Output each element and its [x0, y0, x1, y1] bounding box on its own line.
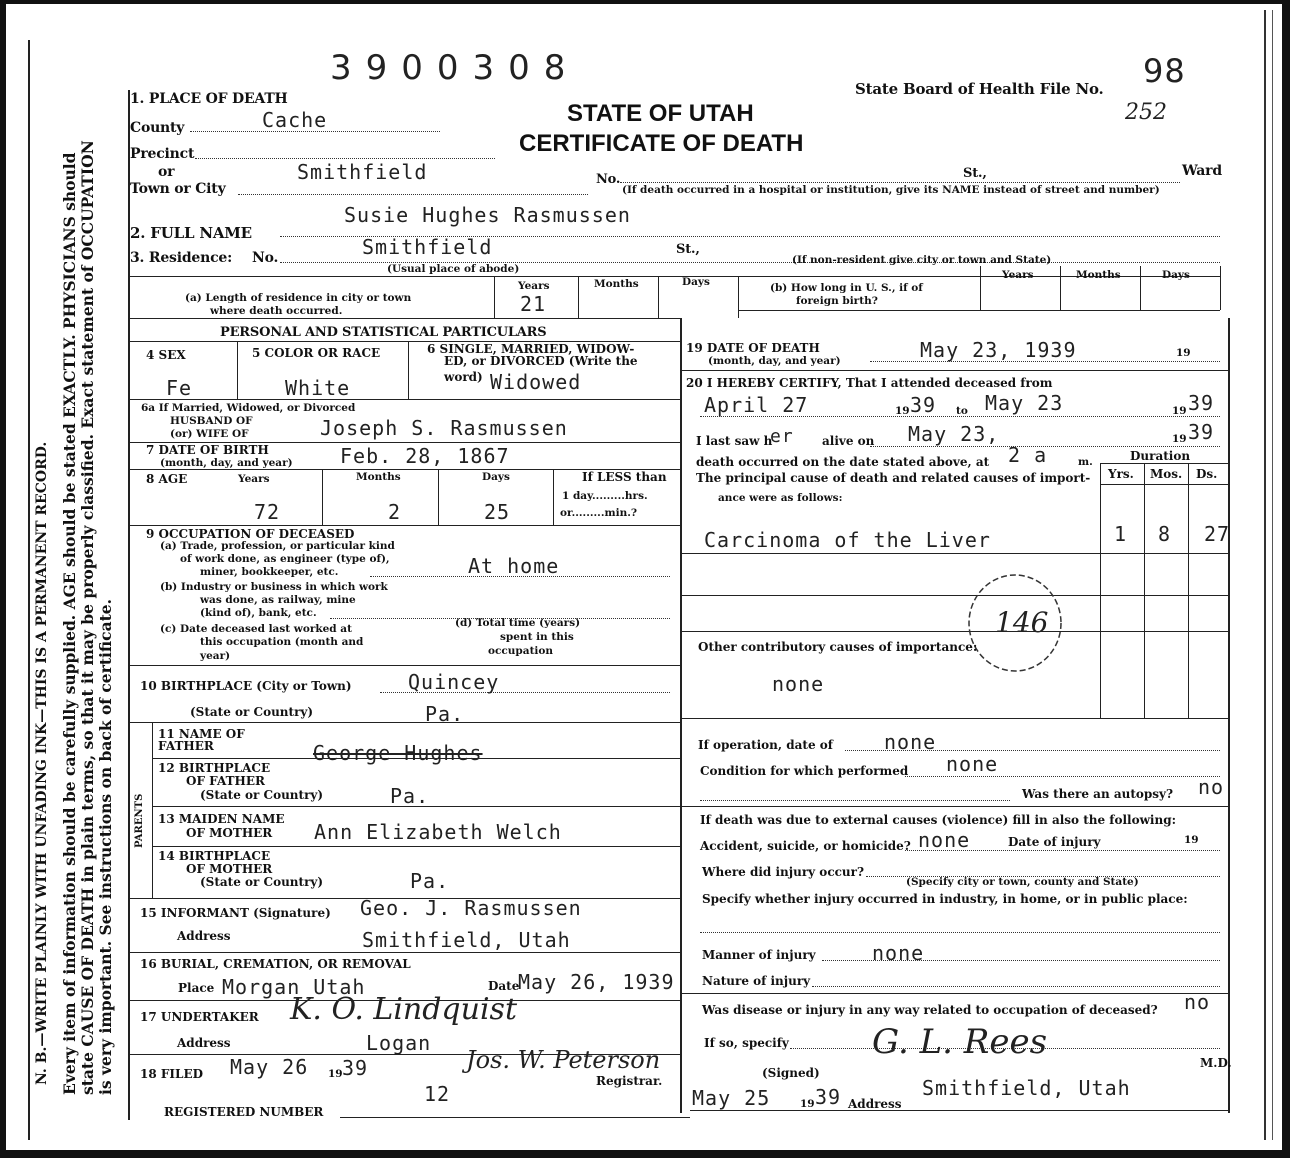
attend-from-year: 39 [910, 393, 937, 417]
mother-bp-label-2: OF MOTHER [186, 862, 273, 876]
sex-value: Fe [166, 376, 193, 400]
age-col-1 [322, 469, 323, 525]
town-line [238, 194, 588, 195]
occupation-value: At home [468, 554, 560, 578]
occ-d-3: occupation [488, 645, 554, 657]
parents-label: PARENTS [134, 793, 145, 848]
race-col [408, 341, 409, 399]
birth-state-value: Pa. [425, 702, 465, 726]
condition-line [905, 776, 1220, 777]
accident-line [905, 850, 1220, 851]
rule-sex [128, 399, 680, 400]
informant-value: Geo. J. Rasmussen [360, 896, 582, 920]
full-name-value: Susie Hughes Rasmussen [344, 203, 631, 227]
rule-foreign [738, 310, 1220, 311]
length-label-1: (a) Length of residence in city or town [185, 292, 412, 304]
operation-line [845, 750, 1220, 751]
rule-cause-1 [680, 553, 1228, 554]
father-value: George Hughes [313, 741, 483, 765]
birth-state-label: (State or Country) [190, 705, 314, 719]
abode-note: (Usual place of abode) [387, 263, 520, 275]
accident-value: none [918, 828, 971, 852]
file-no-label: State Board of Health File No. [855, 80, 1104, 98]
md-label: M.D. [1200, 1056, 1232, 1070]
dod-label-2: (month, day, and year) [708, 355, 841, 367]
age-years-label: Years [238, 473, 270, 485]
autopsy-value: no [1198, 775, 1225, 799]
county-label: County [130, 120, 185, 136]
father-bp-label-3: (State or Country) [200, 788, 324, 802]
town-label: Town or City [130, 181, 226, 197]
days-label: Days [682, 276, 710, 288]
burial-date-label: Date [488, 979, 520, 993]
marital-label-3: word) [444, 370, 483, 384]
birthplace-value: Quincey [408, 670, 500, 694]
spouse-label-3: (or) WIFE OF [170, 428, 249, 440]
informant-address-value: Smithfield, Utah [362, 928, 571, 952]
attend-to: May 23 [985, 391, 1064, 415]
condition-label: Condition for which performed [700, 764, 909, 778]
foreign-label-2: foreign birth? [796, 295, 878, 307]
left-margin-line [28, 40, 30, 1140]
dod-19: 19 [1176, 347, 1191, 359]
specify-label: Specify whether injury occurred in industry, in home, or in public place: [702, 892, 1188, 906]
dod-line [870, 361, 1220, 362]
rule-nature [680, 993, 1228, 994]
or-label: or [158, 164, 175, 180]
town-value: Smithfield [297, 160, 428, 184]
mother-label-1: 13 MAIDEN NAME [158, 812, 285, 826]
residence-no-label: No. [252, 250, 279, 266]
months-label: Months [594, 278, 639, 290]
file-no-handwritten: 252 [1125, 100, 1167, 125]
top-edge [0, 0, 1290, 4]
occ-b-3: (kind of), bank, etc. [200, 607, 317, 619]
birthplace-line [380, 692, 670, 693]
rule-mother [152, 846, 680, 847]
side-note-4: N. B.—WRITE PLAINLY WITH UNFADING INK—THIS IS A PERMANENT RECORD. [34, 441, 50, 1085]
father-bp-label-1: 12 BIRTHPLACE [158, 761, 271, 775]
file-no-value: 98 [1143, 52, 1186, 90]
address-line [620, 182, 1180, 183]
place-of-death-label: 1. PLACE OF DEATH [130, 91, 288, 107]
precinct-line [195, 158, 495, 159]
hospital-note: (If death occurred in a hospital or institution, give its NAME instead of street and number) [622, 184, 1160, 196]
attend-from: April 27 [704, 393, 809, 417]
rule-birthplace [128, 722, 680, 723]
occupation-label: 9 OCCUPATION OF DECEASED [146, 527, 355, 541]
external-label: If death was due to external causes (violence) fill in also the following: [700, 813, 1177, 827]
stamp-code: 146 [995, 606, 1049, 639]
last-seen-19: 19 [1172, 433, 1187, 445]
parents-col [152, 722, 153, 898]
age-days-value: 25 [484, 500, 511, 524]
death-occurred-label: death occurred on the date stated above, at [696, 455, 990, 469]
physician-address: Smithfield, Utah [922, 1076, 1131, 1100]
yrs-label: Yrs. [1108, 467, 1134, 481]
operation-label: If operation, date of [698, 738, 833, 752]
condition-value: none [946, 752, 999, 776]
right-margin-line [1264, 10, 1266, 1140]
dur-col-3 [1188, 463, 1189, 718]
autopsy-label: Was there an autopsy? [1022, 787, 1174, 801]
less-label-2: 1 day.........hrs. [562, 490, 648, 502]
spouse-label-1: 6a If Married, Widowed, or Divorced [141, 402, 356, 414]
mother-bp-label-3: (State or Country) [200, 875, 324, 889]
filed-label: 18 FILED [140, 1067, 203, 1081]
registrar-number: 12 [424, 1082, 451, 1106]
right-edge [1282, 0, 1290, 1158]
res-col-6 [1060, 266, 1061, 310]
alive-on-label: alive on [822, 434, 875, 448]
less-label-3: or.........min.? [560, 507, 638, 519]
cause-mos: 8 [1158, 522, 1172, 546]
occ-c-2: this occupation (month and [200, 636, 364, 648]
rule-other [680, 718, 1228, 719]
undertaker-label: 17 UNDERTAKER [140, 1010, 259, 1024]
spouse-label-2: HUSBAND OF [170, 415, 253, 427]
rule-dod [680, 370, 1228, 371]
less-label-1: If LESS than [582, 470, 667, 484]
burial-place-value: Morgan Utah [222, 975, 366, 999]
father-label: 11 NAME OF FATHER [158, 727, 245, 753]
county-line [190, 131, 440, 132]
other-label: Other contributory causes of importance: [698, 640, 978, 654]
undertaker-address-label: Address [177, 1036, 231, 1050]
birthplace-label: 10 BIRTHPLACE (City or Town) [140, 679, 352, 693]
attend-line [700, 416, 1220, 417]
registrar-signature: Jos. W. Peterson [466, 1046, 661, 1074]
signed-year: 39 [815, 1085, 842, 1109]
undertaker-signature: K. O. Lindquist [290, 992, 518, 1027]
res-col-8 [1220, 266, 1221, 310]
physician-signature: G. L. Rees [872, 1022, 1048, 1062]
foreign-label-1: (b) How long in U. S., if of [770, 282, 923, 294]
dob-label-1: 7 DATE OF BIRTH [146, 443, 269, 457]
spouse-value: Joseph S. Rasmussen [320, 416, 568, 440]
right-border [1228, 318, 1230, 1113]
rule-dur-head [1100, 484, 1228, 485]
rule-father [152, 758, 680, 759]
res-col-1 [494, 276, 495, 318]
mother-bp-value: Pa. [410, 869, 450, 893]
registrar-label: Registrar. [596, 1074, 663, 1088]
manner-value: none [872, 941, 925, 965]
age-months-value: 2 [388, 500, 402, 524]
dur-col-1 [1100, 463, 1101, 718]
race-value: White [285, 376, 351, 400]
res-col-7 [1140, 266, 1141, 310]
manner-label: Manner of injury [702, 948, 816, 962]
marital-value: Widowed [490, 370, 582, 394]
precinct-label: Precinct [130, 146, 195, 162]
father-bp-label-2: OF FATHER [186, 774, 266, 788]
principal-label-2: ance were as follows: [718, 492, 843, 504]
filed-value: May 26 [230, 1055, 309, 1079]
injury-19: 19 [1184, 834, 1199, 846]
operation-value: none [884, 730, 937, 754]
personal-header: PERSONAL AND STATISTICAL PARTICULARS [220, 325, 547, 340]
occ-d-2: spent in this [500, 631, 574, 643]
last-seen-value: May 23, [908, 422, 1000, 446]
age-days-label: Days [482, 471, 510, 483]
undertaker-address-value: Logan [366, 1031, 432, 1055]
accident-label: Accident, suicide, or homicide? [700, 839, 911, 853]
rule-father-bp [152, 806, 680, 807]
age-label: 8 AGE [146, 472, 188, 486]
dob-label-2: (month, day, and year) [160, 457, 293, 469]
sex-col [237, 341, 238, 399]
nonres-note: (If non-resident give city or town and State) [792, 254, 1052, 266]
left-border [128, 90, 130, 1120]
res-col-5 [980, 266, 981, 310]
sex-label: 4 SEX [146, 348, 186, 362]
mother-value: Ann Elizabeth Welch [314, 820, 562, 844]
occ-a-2: of work done, as engineer (type of), [180, 553, 390, 565]
length-label-2: where death occurred. [210, 305, 343, 317]
specify-line [700, 932, 1220, 933]
occ-c-1: (c) Date deceased last worked at [160, 623, 352, 635]
death-time-suffix: m. [1078, 456, 1093, 468]
other-value: none [772, 672, 825, 696]
burial-place-label: Place [178, 981, 215, 995]
father-bp-value: Pa. [390, 784, 430, 808]
attend-to-year: 39 [1188, 391, 1215, 415]
certify-label: 20 I HEREBY CERTIFY, That I attended deceased from [686, 376, 1053, 390]
rule-age [128, 525, 680, 526]
foreign-years-label: Years [1002, 269, 1034, 281]
occupation-related-value: no [1184, 990, 1211, 1014]
years-label: Years [518, 280, 550, 292]
signed-label: (Signed) [762, 1066, 820, 1080]
signed-date: May 25 [692, 1086, 771, 1110]
foreign-days-label: Days [1162, 269, 1190, 281]
burial-label: 16 BURIAL, CREMATION, OR REMOVAL [140, 957, 411, 971]
right-margin-line-2 [1272, 10, 1273, 1140]
dur-col-2 [1144, 463, 1145, 718]
filed-19: 19 [328, 1068, 343, 1080]
age-years-value: 72 [254, 500, 281, 524]
side-note-1: Every item of information should be carefully supplied. AGE should be stated EXACTLY. PHYSICIANS should [60, 152, 79, 1095]
title-certificate: CERTIFICATE OF DEATH [519, 130, 804, 157]
county-value: Cache [262, 108, 328, 132]
rule-autopsy [680, 806, 1228, 807]
mos-label: Mos. [1150, 467, 1183, 481]
dob-value: Feb. 28, 1867 [340, 444, 510, 468]
res-col-3 [658, 276, 659, 318]
left-edge [0, 0, 6, 1158]
marital-label-1: 6 SINGLE, MARRIED, WIDOW- [427, 342, 635, 356]
death-time: 2 a [1008, 443, 1048, 467]
full-name-label: 2. FULL NAME [130, 224, 252, 242]
where-label: Where did injury occur? [702, 865, 865, 879]
marital-label-2: ED, or DIVORCED (Write the [444, 354, 638, 368]
condition-line-2 [700, 800, 1010, 801]
res-col-2 [578, 276, 579, 318]
cause-ds: 27 [1204, 522, 1231, 546]
mother-label-2: OF MOTHER [186, 826, 273, 840]
address-label-right: Address [848, 1097, 902, 1111]
burial-date-value: May 26, 1939 [518, 970, 675, 994]
occ-a-line [370, 576, 670, 577]
informant-address-label: Address [177, 929, 231, 943]
injury-date-label: Date of injury [1008, 835, 1101, 849]
bottom-edge [0, 1150, 1290, 1158]
attend-to-19: 19 [1172, 405, 1187, 417]
rule-cause-3 [680, 631, 1228, 632]
rule-residence [128, 276, 1220, 277]
residence-st-label: St., [676, 242, 700, 257]
age-months-label: Months [356, 471, 401, 483]
rule-informant [128, 952, 680, 953]
foreign-months-label: Months [1076, 269, 1121, 281]
no-label: No. [596, 172, 621, 187]
attend-from-19: 19 [895, 405, 910, 417]
ward-label: Ward [1182, 163, 1222, 179]
if-so-label: If so, specify [704, 1036, 789, 1050]
side-note-3: is very important. See instructions on back of certificate. [96, 598, 115, 1095]
last-seen-year: 39 [1188, 420, 1215, 444]
res-col-4 [738, 276, 739, 318]
principal-label-1: The principal cause of death and related causes of import- [696, 471, 1091, 485]
rule-bottom-right [690, 1110, 1228, 1111]
signed-19: 19 [800, 1098, 815, 1110]
rule-occupation [128, 665, 680, 666]
age-col-2 [438, 469, 439, 525]
occupation-related-label: Was disease or injury in any way related to occupation of deceased? [702, 1003, 1158, 1017]
side-note-2: state CAUSE OF DEATH in plain terms, so that it may be properly classified. Exact statement of OCCUPATION [78, 140, 97, 1095]
dod-value: May 23, 1939 [920, 338, 1077, 362]
mother-bp-label-1: 14 BIRTHPLACE [158, 849, 271, 863]
occ-b-1: (b) Industry or business in which work [160, 581, 388, 593]
rule-length [128, 318, 680, 319]
nature-label: Nature of injury [702, 974, 811, 988]
duration-label: Duration [1130, 449, 1191, 463]
where-note: (Specify city or town, county and State) [906, 876, 1139, 888]
cause-value: Carcinoma of the Liver [704, 528, 991, 552]
last-seen-label: I last saw h [696, 434, 773, 448]
dod-label-1: 19 DATE OF DEATH [686, 341, 820, 355]
age-col-3 [553, 469, 554, 525]
ds-label: Ds. [1196, 467, 1218, 481]
occ-a-3: miner, bookkeeper, etc. [200, 566, 339, 578]
cause-yrs: 1 [1114, 522, 1128, 546]
rule-cause-2 [680, 595, 1228, 596]
occ-a-1: (a) Trade, profession, or particular kind [160, 540, 395, 552]
occ-c-3: year) [200, 650, 231, 662]
title-state: STATE OF UTAH [567, 100, 754, 127]
occ-d-1: (d) Total time (years) [455, 617, 581, 629]
years-value: 21 [520, 292, 547, 316]
last-seen-her: er [770, 426, 794, 447]
race-label: 5 COLOR OR RACE [252, 346, 381, 360]
nature-line [812, 986, 1220, 987]
serial-number: 3900308 [330, 48, 580, 88]
manner-line [822, 960, 1220, 961]
to-label: to [956, 405, 968, 417]
occ-b-2: was done, as railway, mine [200, 594, 356, 606]
residence-label: 3. Residence: [130, 250, 233, 266]
residence-value: Smithfield [362, 235, 493, 259]
rule-duration [1100, 463, 1228, 464]
registered-label: REGISTERED NUMBER [164, 1105, 324, 1119]
st-label: St., [963, 166, 987, 181]
informant-label: 15 INFORMANT (Signature) [140, 906, 331, 920]
registered-line [340, 1117, 690, 1118]
filed-year: 39 [342, 1056, 369, 1080]
